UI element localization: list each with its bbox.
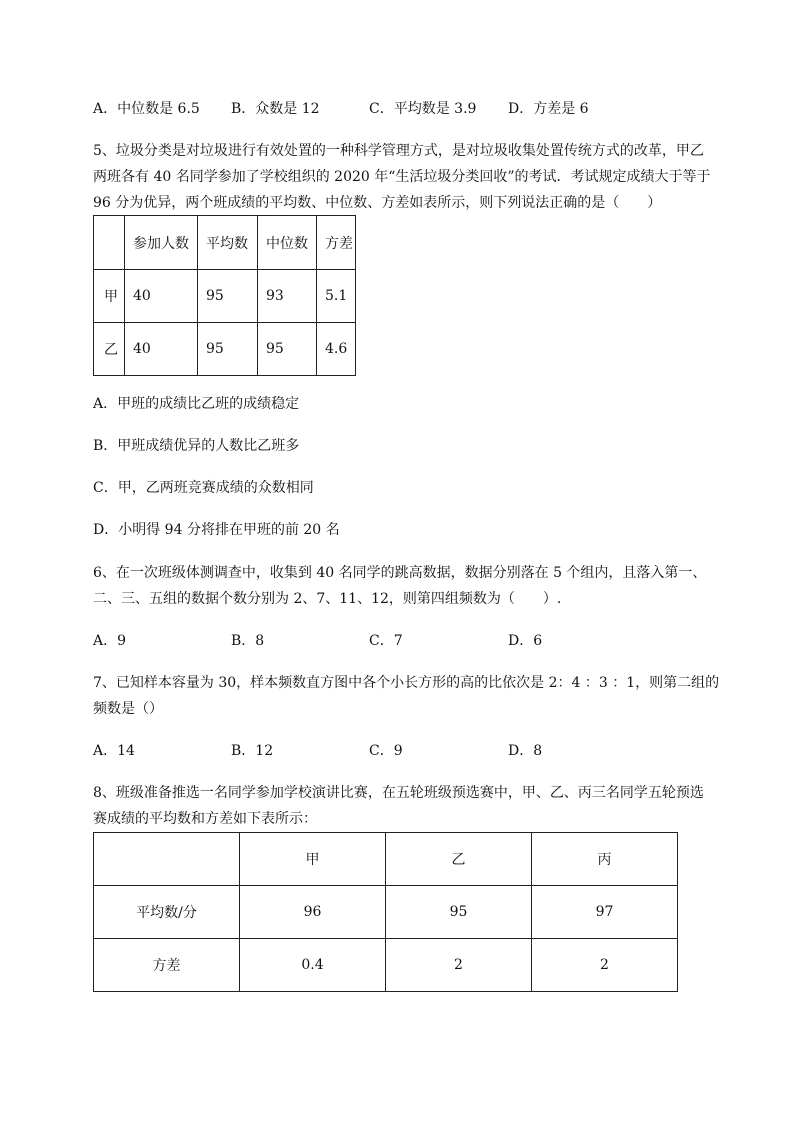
q5-table-cell: 甲 — [94, 270, 125, 323]
q8-stem-line-2: 赛成绩的平均数和方差如下表所示： — [93, 811, 317, 827]
q5-table-header-cell: 平均数 — [198, 216, 258, 270]
q5-table-cell: 40 — [125, 323, 198, 376]
q5-table-cell: 40 — [125, 270, 198, 323]
q5-table-header-cell — [94, 216, 125, 270]
q7-stem-line-2: 频数是（） — [93, 701, 163, 717]
q5-table-cell: 4.6 — [317, 323, 356, 376]
q6-option-a: A．9 — [93, 633, 127, 649]
q5-table-cell: 95 — [198, 323, 258, 376]
q4-option-d: D．方差是 6 — [508, 101, 589, 117]
q8-table — [93, 832, 678, 992]
q5-stem-line-2: 两班各有 40 名同学参加了学校组织的 2020 年“生活垃圾分类回收”的考试．考试规定成绩大于等于 — [93, 169, 711, 185]
q5-option-a: A．甲班的成绩比乙班的成绩稳定 — [93, 396, 300, 412]
q5-table-cell: 95 — [198, 270, 258, 323]
q6-stem-line-2: 二、三、五组的数据个数分别为 2、7、11、12，则第四组频数为（ ）. — [93, 591, 562, 607]
q8-table-cell: 97 — [532, 886, 678, 939]
q5-option-b: B．甲班成绩优异的人数比乙班多 — [93, 438, 300, 454]
q8-table-cell: 平均数/分 — [94, 886, 240, 939]
q5-stem-line-1: 5、垃圾分类是对垃圾进行有效处置的一种科学管理方式，是对垃圾收集处置传统方式的改革，甲乙 — [93, 143, 704, 159]
q8-table-header-row — [94, 833, 678, 886]
q8-table-cell: 95 — [386, 886, 532, 939]
q8-table-header-cell: 甲 — [240, 833, 386, 886]
q8-table-row — [94, 939, 678, 992]
q6-option-b: B．8 — [231, 633, 265, 649]
q4-option-c: C．平均数是 3.9 — [369, 101, 477, 117]
q5-table-row — [94, 270, 356, 323]
q5-option-c: C．甲，乙两班竞赛成绩的众数相同 — [93, 480, 314, 496]
q8-table-header-cell: 乙 — [386, 833, 532, 886]
q7-option-c: C．9 — [369, 743, 403, 759]
q5-stem-line-3: 96 分为优异，两个班成绩的平均数、中位数、方差如表所示，则下列说法正确的是（ ） — [93, 195, 662, 211]
q6-option-d: D．6 — [508, 633, 543, 649]
q8-table-row — [94, 886, 678, 939]
q4-option-b: B．众数是 12 — [231, 101, 320, 117]
q8-table-cell: 方差 — [94, 939, 240, 992]
q8-table-cell: 2 — [386, 939, 532, 992]
q5-table-cell: 93 — [258, 270, 317, 323]
q8-table-cell: 0.4 — [240, 939, 386, 992]
q6-option-c: C．7 — [369, 633, 403, 649]
q8-table-cell: 2 — [532, 939, 678, 992]
q5-table-cell: 95 — [258, 323, 317, 376]
q7-option-a: A．14 — [93, 743, 135, 759]
q5-table-header-cell: 方差 — [317, 216, 356, 270]
q5-option-d: D．小明得 94 分将排在甲班的前 20 名 — [93, 522, 340, 538]
q8-table-cell: 96 — [240, 886, 386, 939]
q6-stem-line-1: 6、在一次班级体测调查中，收集到 40 名同学的跳高数据，数据分别落在 5 个组内，且落入第一、 — [93, 565, 707, 581]
q8-table-header-cell — [94, 833, 240, 886]
q5-table-row — [94, 323, 356, 376]
q5-table-header-cell: 参加人数 — [125, 216, 198, 270]
q7-stem-line-1: 7、已知样本容量为 30，样本频数直方图中各个小长方形的高的比依次是 2：4 ：3 ：1，则第二组的 — [93, 675, 720, 691]
q7-option-d: D．8 — [508, 743, 543, 759]
q5-table-header-cell: 中位数 — [258, 216, 317, 270]
q8-table-header-cell: 丙 — [532, 833, 678, 886]
q5-table-cell: 乙 — [94, 323, 125, 376]
q5-table-cell: 5.1 — [317, 270, 356, 323]
q5-table-header-row — [94, 216, 356, 270]
q7-option-b: B．12 — [231, 743, 274, 759]
q4-option-a: A．中位数是 6.5 — [93, 101, 200, 117]
q5-table — [93, 215, 356, 376]
q8-stem-line-1: 8、班级准备推选一名同学参加学校演讲比赛，在五轮班级预选赛中，甲、乙、丙三名同学五轮预选 — [93, 785, 704, 801]
